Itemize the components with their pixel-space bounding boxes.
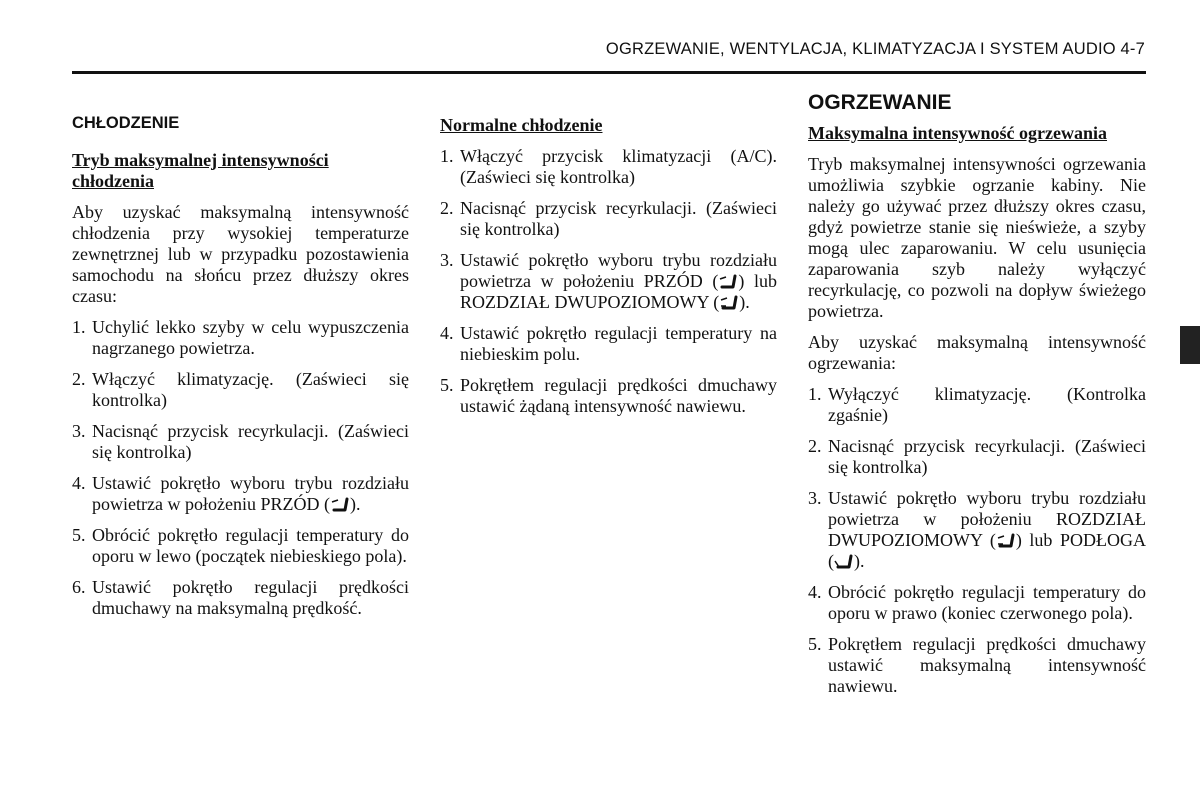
list-item: 4. Ustawić pokrętło wyboru trybu rozdziału powietrza w położeniu PRZÓD ( ).	[72, 473, 409, 514]
column-heating	[808, 92, 1146, 707]
list-item: 1. Wyłączyć klimatyzację. (Kontrolka zgaśnie)	[808, 384, 1146, 425]
column-cooling	[72, 113, 409, 629]
normal-cooling-steps	[440, 146, 777, 417]
seat-vent-bilevel-icon	[996, 532, 1016, 548]
intro-paragraph: Aby uzyskać maksymalną intensywność chłodzenia przy wysokiej temperaturze zewnętrznej lub w przypadku pozostawienia samochodu na słońcu przez dłuższy okres czasu:	[72, 202, 409, 306]
heating-paragraph: Tryb maksymalnej intensywności ogrzewania umożliwia szybkie ogrzanie kabiny. Nie należy go używać przez dłuższy okres czasu, gdyż powietrze stanie się nieświeże, a szyby mogą ulec zaparowaniu. W celu usunięcia zaparowania szyb należy wyłączyć recyrkulację, co pozwoli na dopływ świeżego powietrza.	[808, 154, 1146, 321]
seat-vent-face-icon	[718, 273, 738, 289]
list-item: 3. Ustawić pokrętło wyboru trybu rozdziału powietrza w położeniu PRZÓD ( ) lub ROZDZIAŁ DWUPOZIOMOWY ( ).	[440, 250, 777, 312]
max-cooling-steps	[72, 317, 409, 619]
list-item: 4. Ustawić pokrętło regulacji temperatury na niebieskim polu.	[440, 323, 777, 364]
list-item: 4. Obrócić pokrętło regulacji temperatury do oporu w prawo (koniec czerwonego pola).	[808, 582, 1146, 623]
list-item: 3. Nacisnąć przycisk recyrkulacji. (Zaświeci się kontrolka)	[72, 421, 409, 462]
section-title-cooling: CHŁODZENIE	[72, 114, 180, 132]
list-item: 5. Obrócić pokrętło regulacji temperatury do oporu w lewo (początek niebieskiego pola).	[72, 525, 409, 566]
subtitle-normal-cooling: Normalne chłodzenie	[440, 115, 603, 135]
max-heating-steps	[808, 384, 1146, 697]
heating-intro: Aby uzyskać maksymalną intensywność ogrzewania:	[808, 332, 1146, 373]
header-rule	[72, 71, 1146, 74]
subtitle-max-heating: Maksymalna intensywność ogrzewania	[808, 123, 1108, 143]
list-item: 1. Włączyć przycisk klimatyzacji (A/C). (Zaświeci się kontrolka)	[440, 146, 777, 187]
chapter-tab-marker	[1180, 326, 1200, 364]
list-item: 6. Ustawić pokrętło regulacji prędkości dmuchawy na maksymalną prędkość.	[72, 577, 409, 618]
list-item: 2. Nacisnąć przycisk recyrkulacji. (Zaświeci się kontrolka)	[440, 198, 777, 239]
seat-vent-bilevel-icon	[719, 294, 739, 310]
seat-vent-floor-icon	[834, 553, 854, 569]
list-item: 2. Nacisnąć przycisk recyrkulacji. (Zaświeci się kontrolka)	[808, 436, 1146, 477]
subtitle-max-cooling: Tryb maksymalnej intensywności chłodzenia	[72, 150, 329, 191]
list-item: 2. Włączyć klimatyzację. (Zaświeci się kontrolka)	[72, 369, 409, 410]
list-item: 5. Pokrętłem regulacji prędkości dmuchawy ustawić żądaną intensywność nawiewu.	[440, 375, 777, 416]
list-item: 1. Uchylić lekko szyby w celu wypuszczenia nagrzanego powietrza.	[72, 317, 409, 358]
running-header: OGRZEWANIE, WENTYLACJA, KLIMATYZACJA I SYSTEM AUDIO 4-7	[605, 40, 1145, 58]
column-normal-cooling	[440, 115, 777, 427]
list-item: 5. Pokrętłem regulacji prędkości dmuchawy ustawić maksymalną intensywność nawiewu.	[808, 634, 1146, 696]
list-item: 3. Ustawić pokrętło wyboru trybu rozdziału powietrza w położeniu ROZDZIAŁ DWUPOZIOMOWY ( ) lub PODŁOGA ( ).	[808, 488, 1146, 571]
section-title-heating: OGRZEWANIE	[808, 91, 952, 114]
seat-vent-face-icon	[330, 496, 350, 512]
